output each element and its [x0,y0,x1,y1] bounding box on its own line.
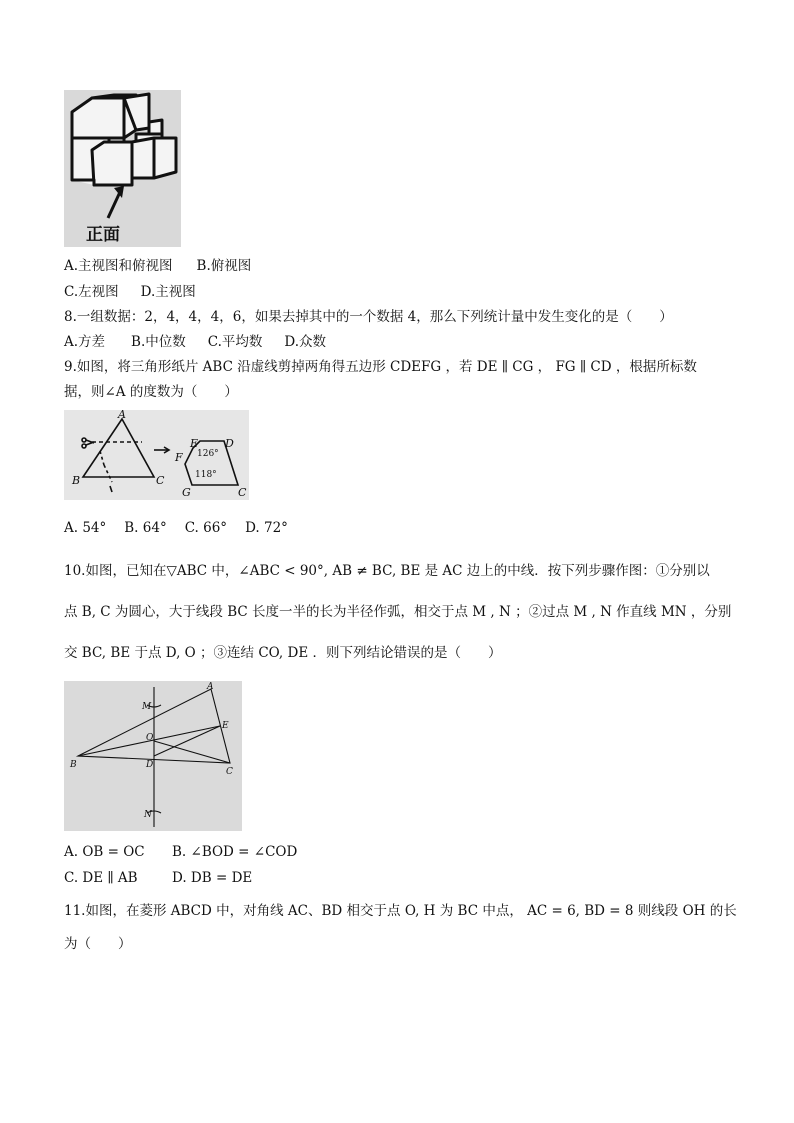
q10-option-c[interactable]: C. DE ∥ AB [64,870,138,886]
q7-option-b[interactable]: B.俯视图 [196,258,252,274]
fig10-label-b: B [70,760,77,770]
q10-stem-line2: 点 B, C 为圆心，大于线段 BC 长度一半的长为半径作弧，相交于点 M , N ；②过点 M , N 作直线 MN ，分别 [64,604,732,620]
q9-option-b[interactable]: B. 64° [124,520,167,536]
tri-label-b: B [72,474,81,487]
q9-option-c[interactable]: C. 66° [184,520,228,536]
q11-stem-line2: 为（ ） [64,936,132,952]
q8-option-a[interactable]: A.方差 [64,334,106,350]
cube-stack-figure [64,90,181,247]
pent-label-g: G [182,486,191,499]
fig10-label-a: A [207,682,214,692]
tri-label-c: C [156,474,165,487]
q9-options [64,518,288,538]
front-label: 正面 [86,225,120,245]
angle-118-label: 118° [195,470,217,480]
q7-option-c[interactable]: C.左视图 [64,284,119,300]
q10-options-row1 [64,842,297,862]
perpendicular-bisector-figure [64,681,242,831]
pent-label-f: F [175,451,183,464]
pent-label-d: D [225,437,234,450]
q10-option-d[interactable]: D. DB = DE [172,870,253,886]
q9-option-d[interactable]: D. 72° [245,520,288,536]
angle-126-label: 126° [197,449,219,459]
pent-label-c: C [238,486,247,499]
q7-options-row1 [64,256,251,276]
q8-option-b[interactable]: B.中位数 [131,334,186,350]
q10-option-a[interactable]: A. OB = OC [64,844,145,860]
q8-options [64,332,326,352]
triangle-cut-figure [64,410,249,500]
q7-option-a[interactable]: A.主视图和俯视图 [64,258,173,274]
q7-option-d[interactable]: D.主视图 [140,284,196,300]
tri-label-a: A [118,410,126,421]
fig10-label-c: C [226,767,233,777]
q11-stem-line1: 11.如图，在菱形 ABCD 中，对角线 AC、BD 相交于点 O, H 为 BC 中点， AC = 6, BD = 8 则线段 OH 的长 [64,903,737,919]
fig10-label-e: E [222,721,229,731]
q10-option-b[interactable]: B. ∠BOD = ∠COD [172,844,298,860]
fig10-label-m: M [142,702,152,712]
q10-options-row2 [64,868,252,888]
fig10-label-o: O [146,733,154,743]
q10-stem-line3: 交 BC, BE 于点 D, O ；③连结 CO, DE ．则下列结论错误的是（ ） [64,645,502,661]
q9-stem-line1: 9.如图，将三角形纸片 ABC 沿虚线剪掉两角得五边形 CDEFG ，若 DE ∥ CG ， FG ∥ CD ，根据所标数 [64,359,697,375]
pent-label-e: E [190,437,199,450]
q10-stem-line1: 10.如图，已知在▽ABC 中，∠ABC < 90°, AB ≠ BC, BE 是 AC 边上的中线．按下列步骤作图：①分别以 [64,563,710,579]
q8-stem: 8.一组数据：2，4，4，4，6，如果去掉其中的一个数据 4，那么下列统计量中发生变化的是（ ） [64,309,673,325]
fig10-label-n: N [144,810,152,820]
q9-option-a[interactable]: A. 54° [64,520,107,536]
q8-option-c[interactable]: C.平均数 [207,334,263,350]
fig10-label-d: D [146,760,154,770]
q7-options-row2 [64,282,196,302]
q9-stem-line2: 据，则∠A 的度数为（ ） [64,384,238,400]
q8-option-d[interactable]: D.众数 [284,334,327,350]
